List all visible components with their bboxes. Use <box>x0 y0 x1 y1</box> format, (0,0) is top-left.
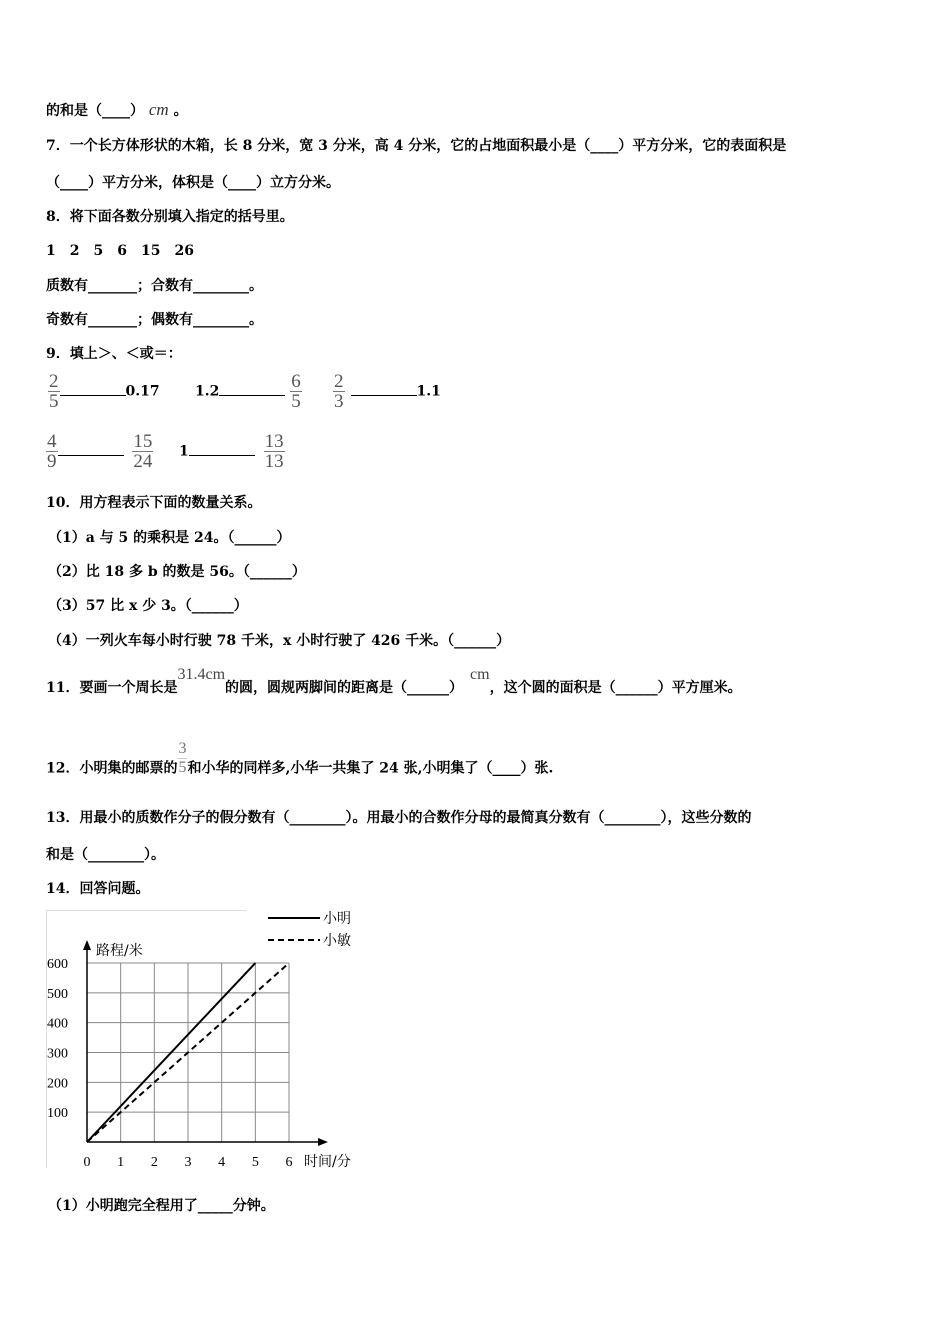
fraction <box>333 372 345 411</box>
q9-row2-item1 <box>46 432 153 471</box>
q14-title: 14．回答问题。 <box>46 881 150 897</box>
y-tick-label: 100 <box>47 1106 68 1122</box>
q11 <box>46 666 742 698</box>
compare-value: 0.17 <box>125 383 160 400</box>
x-tick-label: 1 <box>117 1155 125 1170</box>
q6-end: 。 <box>173 103 188 119</box>
answer-blank[interactable] <box>219 381 285 396</box>
q6-text: 的和是（____） <box>46 103 144 119</box>
fraction <box>290 372 302 411</box>
q11-part1: 11．要画一个周长是 <box>46 680 178 696</box>
denominator: 9 <box>47 451 57 472</box>
q10-item-2: （2）比 18 多 b 的数是 56。（______） <box>48 564 306 580</box>
q10-item-4: （4）一列火车每小时行驶 78 千米，x 小时行驶了 426 千米。（______） <box>48 633 511 649</box>
x-axis-label: 时间/分 <box>304 1154 351 1170</box>
q12-part1: 12．小明集的邮票的 <box>46 760 178 777</box>
circumference-value: 31.4cm <box>177 666 226 683</box>
legend-label: 小明 <box>323 911 351 927</box>
answer-blank[interactable] <box>60 381 126 396</box>
fraction <box>264 432 285 471</box>
y-tick-label: 200 <box>47 1076 68 1092</box>
fraction <box>46 432 58 471</box>
q8-line-a: 质数有_______；合数有________。 <box>46 278 263 294</box>
y-tick-label: 600 <box>47 957 68 972</box>
q9-row2-item2 <box>179 432 285 471</box>
q13-line1: 13．用最小的质数作分子的假分数有（________）。用最小的合数作分母的最简真分数有（________），这些分数的 <box>46 810 752 826</box>
denominator: 13 <box>264 451 284 472</box>
q12-part2: 和小华的同样多,小华一共集了 24 张,小明集了（____）张. <box>187 760 554 777</box>
denominator: 5 <box>178 759 187 776</box>
q8-numbers: 1 2 5 6 15 26 <box>46 243 194 259</box>
q9-row1-item1 <box>48 372 160 411</box>
y-axis-label: 路程/米 <box>96 943 143 959</box>
q8-line-b: 奇数有_______；偶数有________。 <box>46 312 263 328</box>
x-tick-label: 0 <box>83 1155 91 1170</box>
q11-part3: ，这个圆的面积是（______）平方厘米。 <box>489 680 742 696</box>
fraction <box>132 432 153 471</box>
denominator: 24 <box>133 451 153 472</box>
q6-tail <box>46 100 188 121</box>
q10-item-3: （3）57 比 x 少 3。（______） <box>48 598 248 614</box>
compare-value: 1.1 <box>416 383 441 400</box>
q10-title: 10．用方程表示下面的数量关系。 <box>46 495 262 511</box>
q12 <box>46 740 554 787</box>
x-tick-label: 4 <box>218 1155 226 1170</box>
answer-blank[interactable] <box>189 441 255 456</box>
x-tick-label: 5 <box>251 1155 259 1170</box>
unit-cm: cm <box>148 100 169 119</box>
x-tick-label: 3 <box>184 1155 192 1170</box>
q9-row1-item2 <box>195 372 302 411</box>
q11-part2: 的圆，圆规两脚间的距离是（______） <box>225 680 457 696</box>
numerator: 6 <box>291 371 301 392</box>
y-tick-label: 300 <box>47 1046 68 1062</box>
answer-blank[interactable] <box>351 381 417 396</box>
q10-item-1: （1）a 与 5 的乘积是 24。（______） <box>48 530 291 546</box>
compare-value: 1 <box>179 443 189 460</box>
y-tick-label: 500 <box>47 986 68 1002</box>
q13-line2: 和是（________）。 <box>46 847 165 863</box>
numerator: 4 <box>47 431 57 452</box>
q9-row1-item3 <box>333 372 441 411</box>
denominator: 5 <box>49 391 59 412</box>
answer-blank[interactable] <box>58 441 124 456</box>
denominator: 5 <box>291 391 301 412</box>
q8-title: 8．将下面各数分别填入指定的括号里。 <box>46 209 294 225</box>
compare-value: 1.2 <box>195 383 220 400</box>
numerator: 2 <box>334 371 344 392</box>
distance-time-chart <box>46 910 366 1172</box>
x-tick-label: 2 <box>150 1155 158 1170</box>
y-tick-label: 400 <box>47 1016 68 1032</box>
denominator: 3 <box>334 391 344 412</box>
q7-line1: 7．一个长方体形状的木箱，长 8 分米，宽 3 分米，高 4 分米，它的占地面积最小是（____）平方分米，它的表面积是 <box>46 138 787 154</box>
x-tick-label: 6 <box>285 1155 293 1170</box>
numerator: 3 <box>178 740 187 757</box>
numerator: 15 <box>133 431 153 452</box>
numerator: 13 <box>264 431 284 452</box>
q14-sub1: （1）小明跑完全程用了_____分钟。 <box>48 1198 275 1214</box>
q9-title: 9．填上＞、＜或＝： <box>46 346 182 362</box>
unit-cm: cm <box>470 666 490 683</box>
fraction <box>48 372 60 411</box>
q7-line2: （____）平方分米，体积是（____）立方分米。 <box>46 175 340 191</box>
legend-label: 小敏 <box>323 933 351 949</box>
numerator: 2 <box>49 371 59 392</box>
fraction <box>177 740 187 777</box>
